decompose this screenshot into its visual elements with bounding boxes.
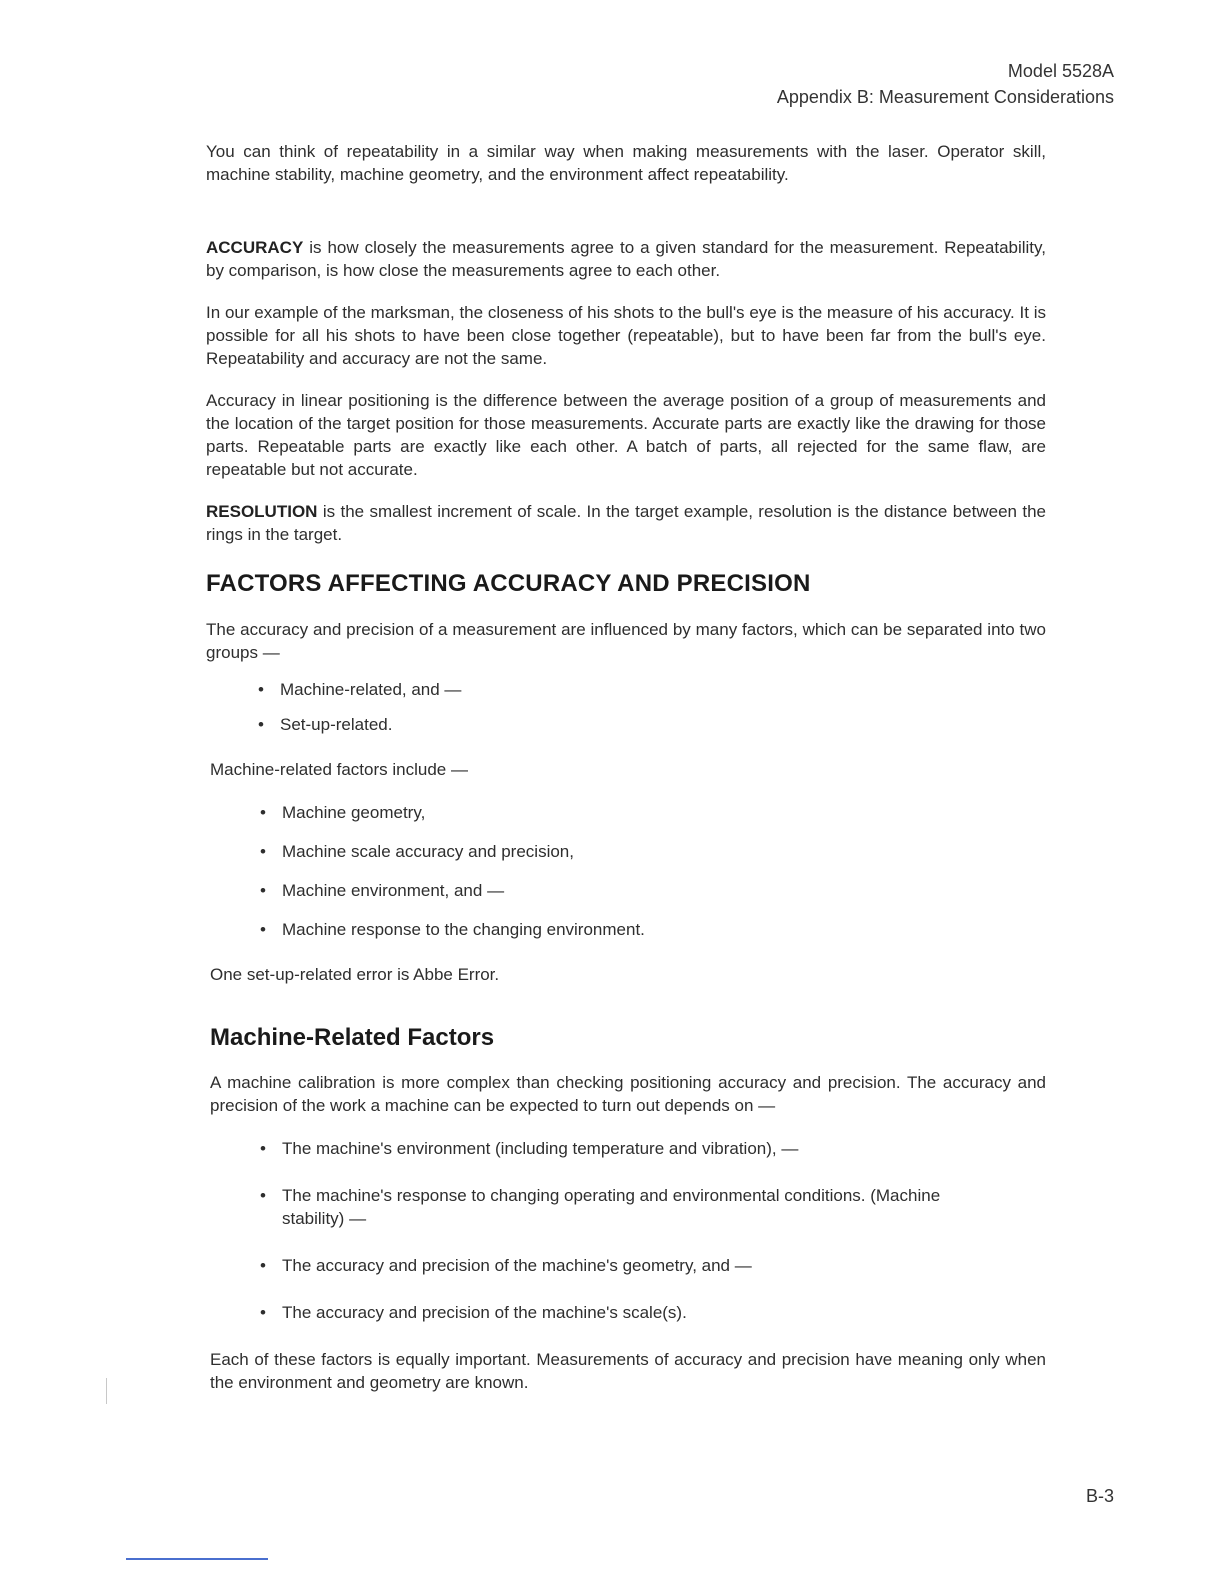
factor-groups-list (258, 678, 1046, 736)
list-item: • Machine environment, and — (260, 879, 1046, 902)
page-content (206, 140, 1046, 1394)
margin-mark (106, 1378, 107, 1404)
machine-related-list (260, 1137, 1004, 1324)
factors-intro: The accuracy and precision of a measurement are influenced by many factors, which can be separated into two groups — (206, 620, 1046, 662)
machine-related-heading: Machine-Related Factors (210, 1024, 495, 1051)
machine-factors-list (260, 801, 1046, 941)
machine-factors-intro: Machine-related factors include — (210, 760, 468, 779)
page-number: B-3 (1085, 1486, 1114, 1506)
footer-rule (126, 1558, 268, 1560)
list-item: • Machine-related, and — (258, 678, 1046, 701)
page-header (777, 58, 1114, 110)
accuracy-term: ACCURACY (206, 238, 304, 257)
resolution-text: is the smallest increment of scale. In the target example, resolution is the distance between the rings in the target. (206, 502, 1046, 544)
list-item: • The accuracy and precision of the machine's geometry, and — (260, 1254, 1004, 1277)
list-item: • Machine geometry, (260, 801, 1046, 824)
list-item: • Machine scale accuracy and precision, (260, 840, 1046, 863)
setup-error-note: One set-up-related error is Abbe Error. (210, 965, 500, 984)
resolution-definition (206, 500, 1046, 546)
section-title: Appendix B: Measurement Considerations (776, 87, 1114, 107)
model-label: Model 5528A (1007, 61, 1114, 81)
list-item: • Set-up-related. (258, 713, 1046, 736)
factors-heading: FACTORS AFFECTING ACCURACY AND PRECISION (206, 570, 811, 597)
linear-positioning-paragraph: Accuracy in linear positioning is the difference between the average position of a group of measurements and the location of the target position for those measurements. Accurate parts are exactly like the drawing for those parts. Repeatable parts are exactly like each other. A batch of parts, all rejected for the same flaw, are repeatable but not accurate. (206, 391, 1046, 479)
resolution-term: RESOLUTION (206, 502, 318, 521)
list-item: • The machine's environment (including temperature and vibration), — (260, 1137, 1004, 1160)
machine-related-intro: A machine calibration is more complex than checking positioning accuracy and precision. The accuracy and precision of the work a machine can be expected to turn out depends on — (210, 1073, 1046, 1115)
list-item: • Machine response to the changing environment. (260, 918, 1046, 941)
closing-paragraph: Each of these factors is equally important. Measurements of accuracy and precision have meaning only when the environment and geometry are known. (210, 1350, 1046, 1392)
accuracy-text: is how closely the measurements agree to a given standard for the measurement. Repeatability, by comparison, is how close the measurements agree to each other. (206, 238, 1046, 280)
repeatability-paragraph: You can think of repeatability in a similar way when making measurements with the laser. Operator skill, machine stability, machine geometry, and the environment affect repeatability. (206, 142, 1046, 184)
list-item: • The machine's response to changing operating and environmental conditions. (Machine stability) — (260, 1184, 1004, 1230)
marksman-paragraph: In our example of the marksman, the closeness of his shots to the bull's eye is the measure of his accuracy. It is possible for all his shots to have been close together (repeatable), but to have been far from the bull's eye. Repeatability and accuracy are not the same. (206, 303, 1046, 368)
list-item: • The accuracy and precision of the machine's scale(s). (260, 1301, 1004, 1324)
accuracy-definition (206, 236, 1046, 282)
